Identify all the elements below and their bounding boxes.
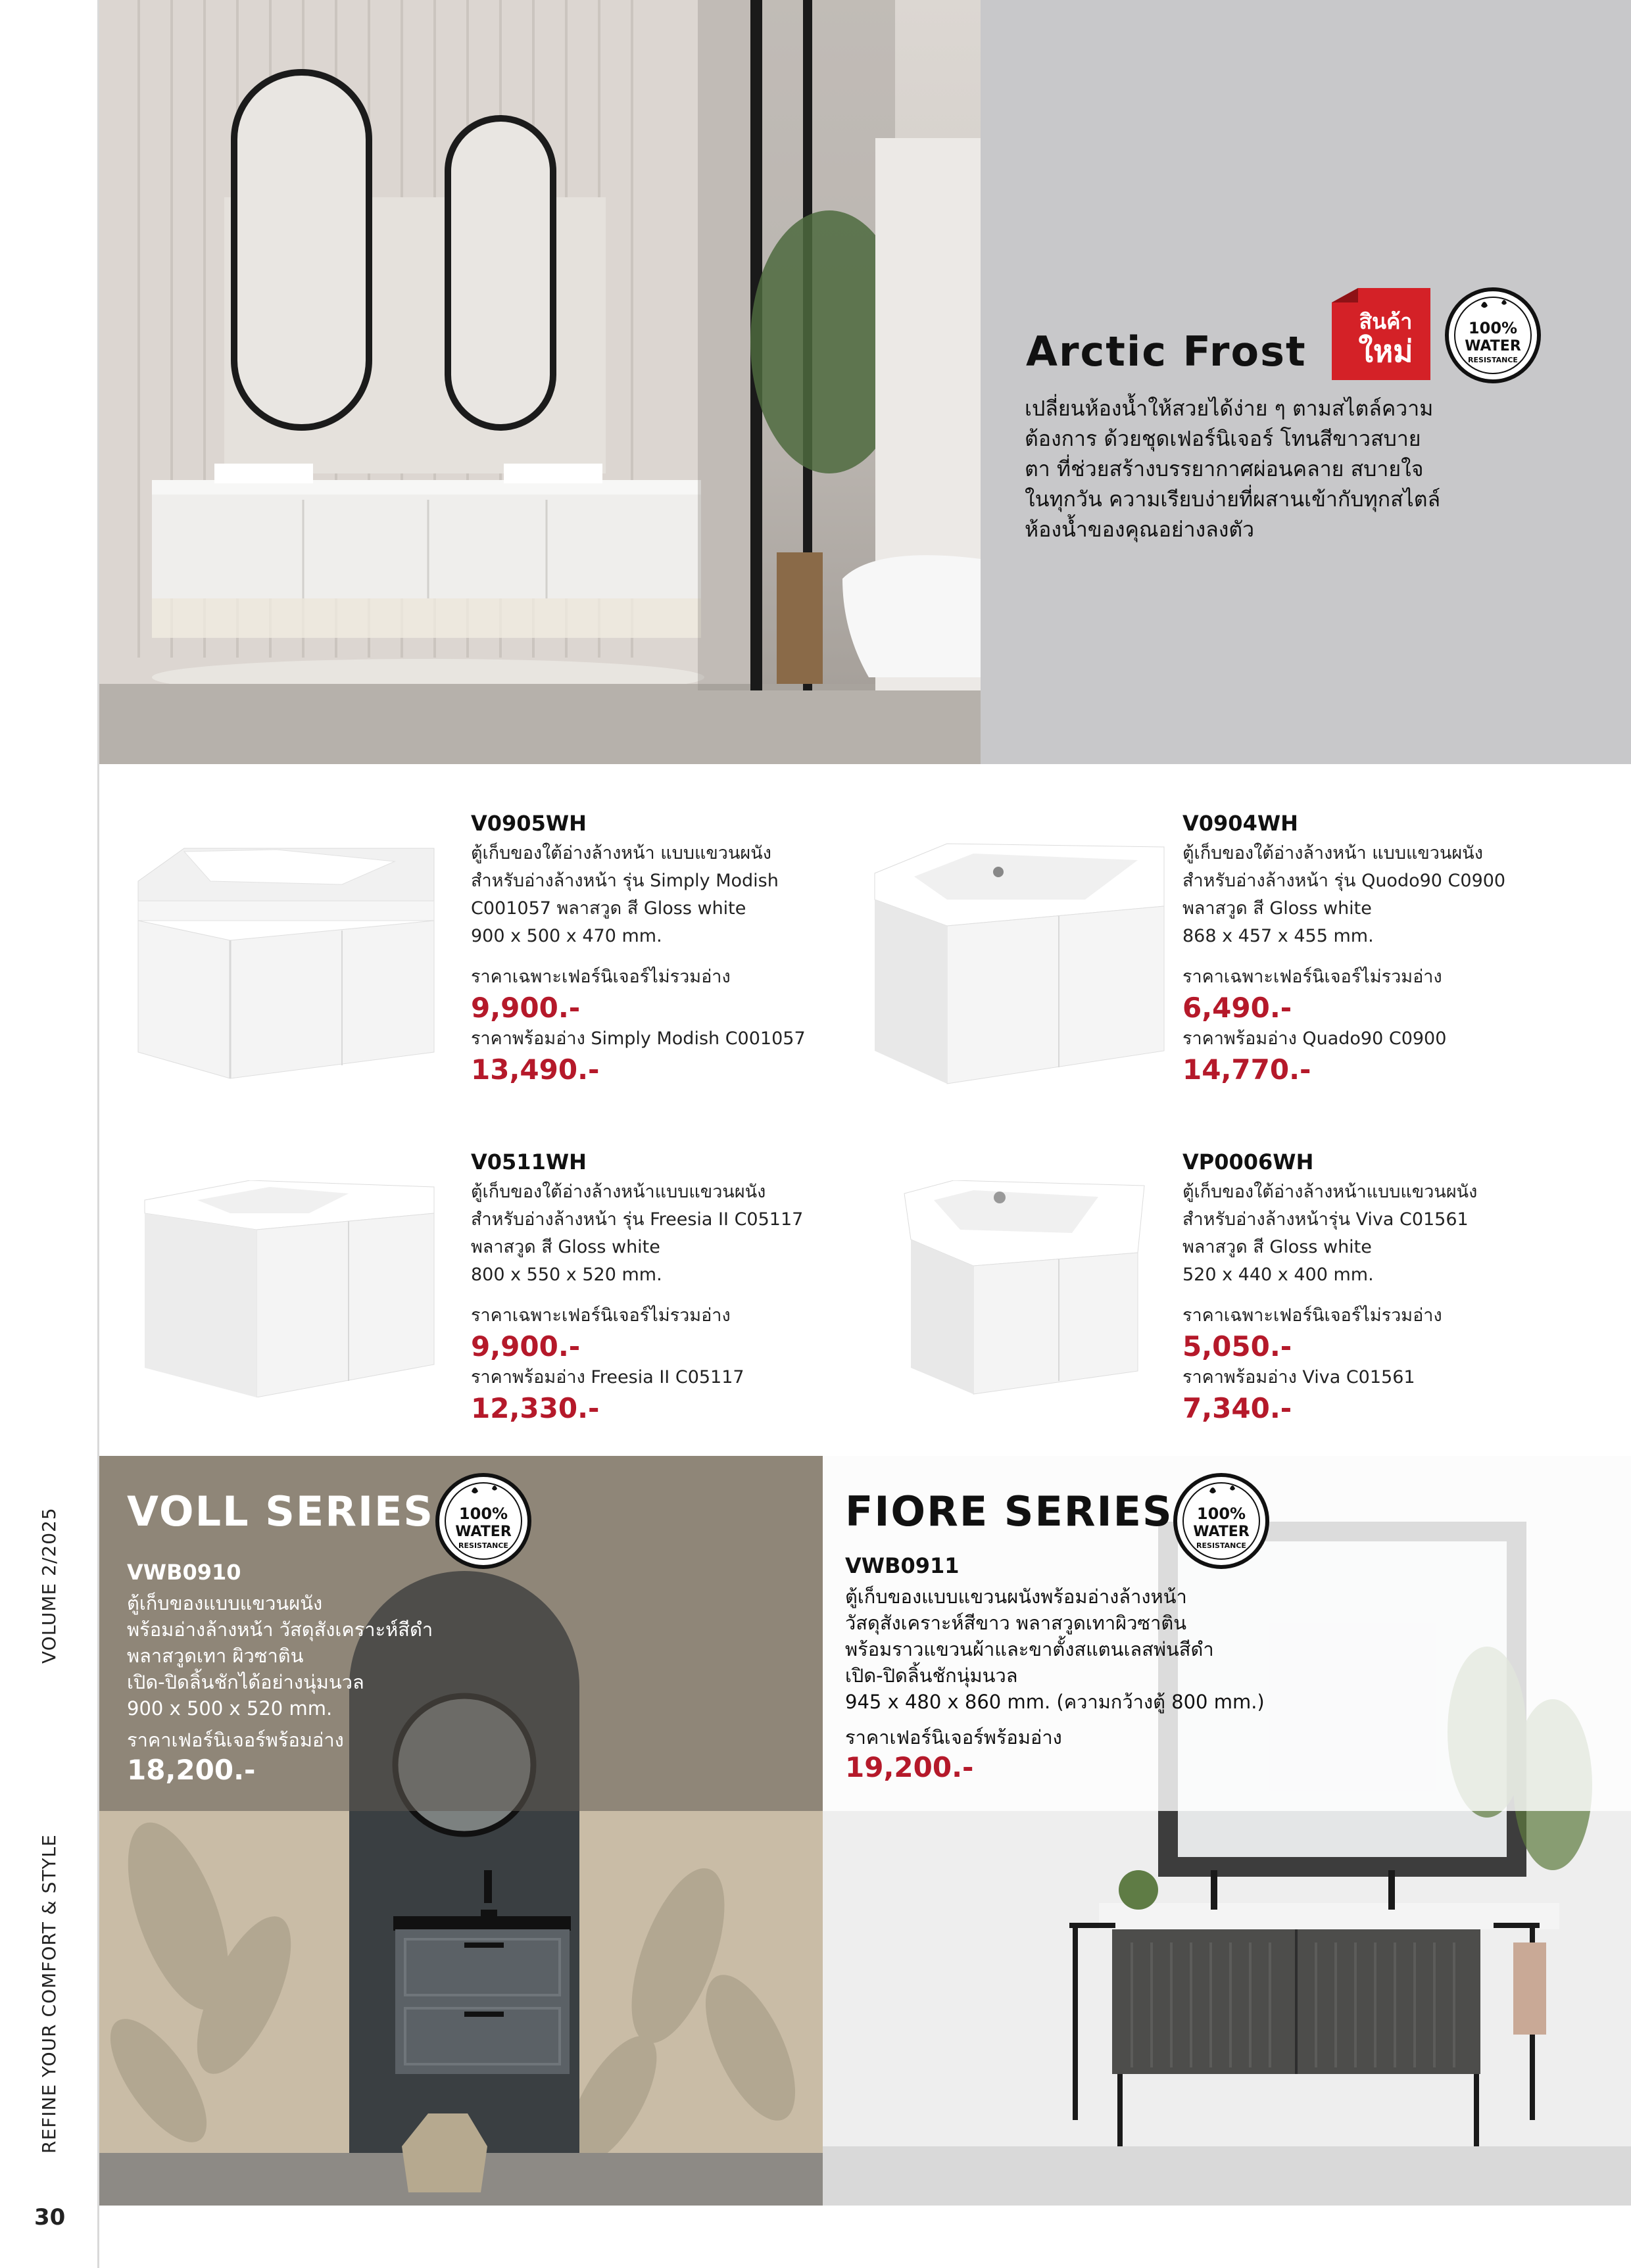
product-spec-line: ตู้เก็บของใต้อ่างล้างหน้า แบบแขวนผนัง: [471, 843, 771, 863]
new-product-badge: [1332, 288, 1430, 380]
product-spec-line: 800 x 550 x 520 mm.: [471, 1265, 662, 1285]
page-number: 30: [34, 2204, 66, 2231]
product-spec-line: ตู้เก็บของแบบแขวนผนัง: [127, 1592, 323, 1614]
price-label-with-basin: ราคาพร้อมอ่าง Quado90 C0900: [1182, 1028, 1447, 1049]
product-code: V0511WH: [471, 1149, 587, 1174]
product-spec-line: 868 x 457 x 455 mm.: [1182, 926, 1374, 946]
product-spec-line: ตู้เก็บของใต้อ่างล้างหน้าแบบแขวนผนัง: [1182, 1182, 1478, 1202]
description-line: ในทุกวัน ความเรียบง่ายที่ผสานเข้ากับทุกสไตล์: [1025, 487, 1441, 512]
product-card-vp0006wh: [1182, 1149, 1603, 1426]
product-spec-line: ตู้เก็บของใต้อ่างล้างหน้าแบบแขวนผนัง: [471, 1182, 766, 1202]
price-label-with-basin: ราคาพร้อมอ่าง Simply Modish C001057: [471, 1028, 806, 1049]
product-spec-line: เปิด-ปิดลิ้นชักนุ่มนวล: [845, 1664, 1018, 1687]
product-spec-line: เปิด-ปิดลิ้นชักได้อย่างนุ่มนวล: [127, 1671, 364, 1693]
product-spec-line: 945 x 480 x 860 mm. (ความกว้างตู้ 800 mm.): [845, 1691, 1265, 1713]
water-badge-line2: RESISTANCE: [458, 1541, 508, 1550]
product-card-v0511wh: [471, 1149, 892, 1426]
water-badge-percent: 100%: [458, 1505, 508, 1523]
price-with-basin: 14,770.-: [1182, 1053, 1311, 1086]
water-badge-percent: 100%: [1196, 1505, 1246, 1523]
product-spec-line: ตู้เก็บของใต้อ่างล้างหน้า แบบแขวนผนัง: [1182, 843, 1483, 863]
description-line: ต้องการ ด้วยชุดเฟอร์นิเจอร์ โทนสีขาวสบาย: [1025, 426, 1421, 451]
product-image-v0904wh: [868, 834, 1171, 1093]
page-bottom-margin: [99, 2206, 1631, 2268]
price-label-furniture-only: ราคาเฉพาะเฟอร์นิเจอร์ไม่รวมอ่าง: [471, 967, 731, 987]
product-spec-line: พร้อมอ่างล้างหน้า วัสดุสังเคราะห์สีดำ: [127, 1618, 433, 1641]
water-resistance-icon: [434, 1472, 533, 1570]
product-spec-line: พลาสวูด สี Gloss white: [471, 1237, 660, 1257]
price-with-basin: 13,490.-: [471, 1053, 600, 1086]
description-line: เปลี่ยนห้องน้ำให้สวยได้ง่าย ๆ ตามสไตล์ความ: [1025, 396, 1434, 421]
product-spec-line: 520 x 440 x 400 mm.: [1182, 1265, 1374, 1285]
new-badge-line2: ใหม่: [1358, 333, 1413, 369]
product-spec-line: พร้อมราวแขวนผ้าและขาตั้งสแตนเลสพ่นสีดำ: [845, 1638, 1214, 1660]
hero-bathroom-photo: [99, 0, 981, 764]
fiore-product-info: [845, 1553, 1345, 1785]
water-badge-line1: WATER: [1465, 338, 1521, 354]
water-resistance-icon: [1444, 286, 1542, 385]
price: 18,200.-: [127, 1754, 256, 1786]
voll-series-title: VOLL SERIES: [127, 1487, 435, 1535]
product-image-v0905wh: [132, 835, 441, 1088]
water-badge-line1: WATER: [455, 1524, 512, 1540]
price-furniture-only: 9,900.-: [471, 992, 581, 1024]
price-furniture-only: 5,050.-: [1182, 1330, 1292, 1363]
product-code: V0905WH: [471, 811, 587, 836]
description-line: ห้องน้ำของคุณอย่างลงตัว: [1025, 517, 1255, 542]
price-with-basin: 12,330.-: [471, 1392, 600, 1424]
product-spec-line: สำหรับอ่างล้างหน้า รุ่น Freesia II C05117: [471, 1209, 804, 1230]
product-spec-line: ตู้เก็บของแบบแขวนผนังพร้อมอ่างล้างหน้า: [845, 1585, 1187, 1608]
product-spec-line: สำหรับอ่างล้างหน้ารุ่น Viva C01561: [1182, 1209, 1469, 1230]
product-spec-line: พลาสวูด สี Gloss white: [1182, 1237, 1372, 1257]
price-label: ราคาเฟอร์นิเจอร์พร้อมอ่าง: [127, 1729, 344, 1751]
water-badge-line2: RESISTANCE: [1468, 356, 1518, 364]
product-code: V0904WH: [1182, 811, 1298, 836]
product-spec-line: พลาสวูด สี Gloss white: [1182, 898, 1372, 919]
voll-product-info: [127, 1560, 627, 1787]
price-label-furniture-only: ราคาเฉพาะเฟอร์นิเจอร์ไม่รวมอ่าง: [1182, 1305, 1442, 1326]
collection-description: [1025, 393, 1511, 544]
product-spec-line: C001057 พลาสวูด สี Gloss white: [471, 898, 746, 919]
product-card-v0905wh: [471, 811, 892, 1087]
product-code: VP0006WH: [1182, 1149, 1314, 1174]
price: 19,200.-: [845, 1751, 974, 1783]
product-card-v0904wh: [1182, 811, 1603, 1087]
collection-title: Arctic Frost: [1026, 327, 1307, 375]
product-code: VWB0910: [127, 1560, 241, 1585]
price-furniture-only: 9,900.-: [471, 1330, 581, 1363]
product-spec-line: วัสดุสังเคราะห์สีขาว พลาสวูดเทาผิวซาติน: [845, 1612, 1187, 1634]
water-badge-percent: 100%: [1468, 319, 1518, 337]
new-badge-line1: สินค้า: [1359, 309, 1413, 334]
product-spec-line: 900 x 500 x 470 mm.: [471, 926, 662, 946]
price-label-with-basin: ราคาพร้อมอ่าง Freesia II C05117: [471, 1367, 744, 1387]
product-spec-line: พลาสวูดเทา ผิวซาติน: [127, 1645, 304, 1667]
water-badge-line1: WATER: [1193, 1524, 1250, 1540]
product-spec-line: 900 x 500 x 520 mm.: [127, 1697, 333, 1720]
product-spec-line: สำหรับอ่างล้างหน้า รุ่น Quodo90 C0900: [1182, 871, 1506, 891]
price-with-basin: 7,340.-: [1182, 1392, 1292, 1424]
price-label-furniture-only: ราคาเฉพาะเฟอร์นิเจอร์ไม่รวมอ่าง: [1182, 967, 1442, 987]
product-image-vp0006wh: [901, 1180, 1151, 1400]
price-label-furniture-only: ราคาเฉพาะเฟอร์นิเจอร์ไม่รวมอ่าง: [471, 1305, 731, 1326]
volume-label: VOLUME 2/2025: [38, 1507, 60, 1664]
price-label: ราคาเฟอร์นิเจอร์พร้อมอ่าง: [845, 1726, 1062, 1749]
price-furniture-only: 6,490.-: [1182, 992, 1292, 1024]
product-image-v0511wh: [138, 1180, 441, 1400]
product-code: VWB0911: [845, 1553, 960, 1578]
product-spec-line: สำหรับอ่างล้างหน้า รุ่น Simply Modish: [471, 871, 779, 891]
magazine-tagline: REFINE YOUR COMFORT & STYLE: [38, 1834, 60, 2154]
fiore-series-title: FIORE SERIES: [845, 1487, 1173, 1535]
description-line: ตา ที่ช่วยสร้างบรรยากาศผ่อนคลาย สบายใจ: [1025, 456, 1424, 481]
price-label-with-basin: ราคาพร้อมอ่าง Viva C01561: [1182, 1367, 1415, 1387]
water-badge-line2: RESISTANCE: [1196, 1541, 1246, 1550]
